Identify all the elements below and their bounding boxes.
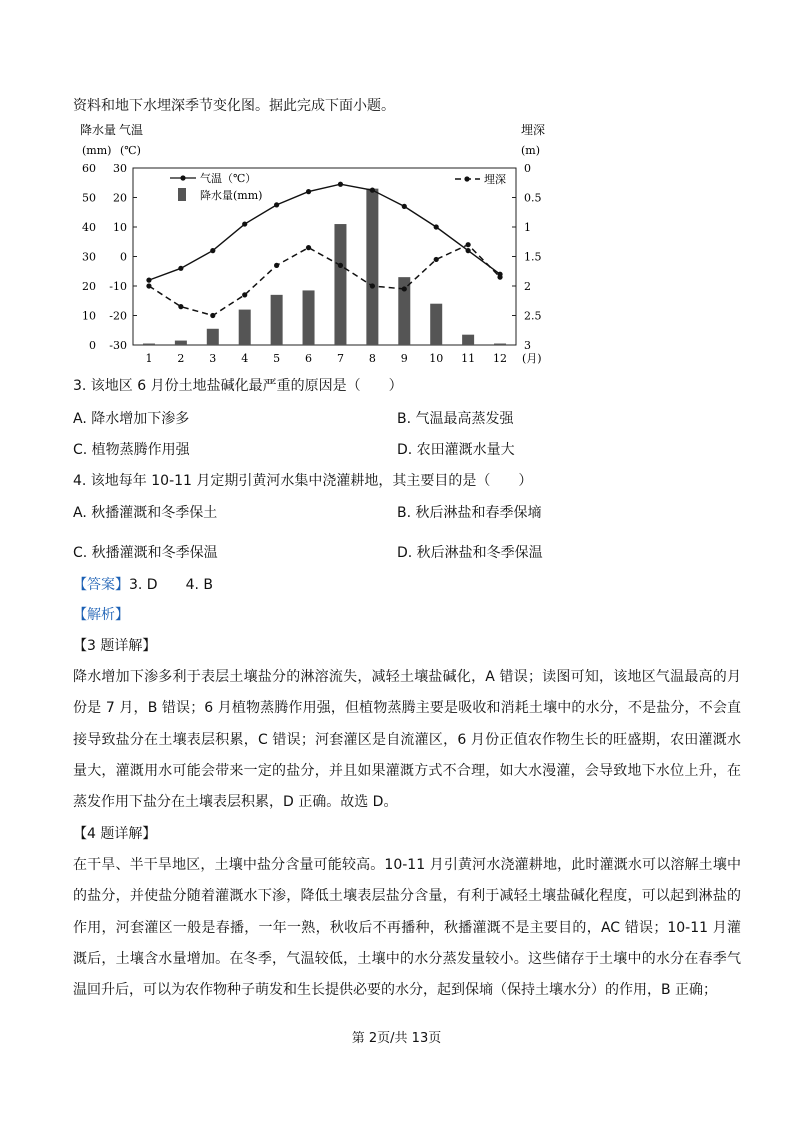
precip-bar <box>430 304 442 345</box>
answer-tag: 【答案】 <box>73 577 129 593</box>
temp-tick-label: 30 <box>113 162 127 175</box>
precip-tick-label: 60 <box>82 162 96 175</box>
precip-tick-label: 0 <box>89 339 96 352</box>
depth-point <box>466 242 471 247</box>
temp-tick-label: 20 <box>113 191 127 205</box>
x-axis-unit: (月) <box>522 352 542 365</box>
precip-axis-header: 降水量 <box>80 123 117 137</box>
depth-point <box>434 257 439 262</box>
month-tick-label: 10 <box>429 352 444 365</box>
month-tick-label: 8 <box>368 352 376 365</box>
precip-bar <box>462 335 474 345</box>
depth-point <box>370 283 375 288</box>
depth-tick-label: 0.5 <box>524 191 542 205</box>
precip-bar <box>207 329 219 345</box>
precip-bar <box>334 224 346 345</box>
plot-frame <box>133 168 516 345</box>
month-tick-label: 2 <box>177 352 185 365</box>
depth-point <box>274 263 279 268</box>
temp-tick-label: -30 <box>109 339 127 352</box>
temperature-point <box>210 248 215 253</box>
detail-4-heading: 【4 题详解】 <box>73 826 157 842</box>
answer-line <box>73 575 213 595</box>
precip-bar <box>271 295 283 345</box>
precip-bar <box>175 341 187 345</box>
page-footer: 第 2页/共 13页 <box>351 1031 442 1046</box>
detail-3-heading: 【3 题详解】 <box>73 638 157 654</box>
precip-tick-label: 40 <box>82 221 96 234</box>
depth-line <box>149 245 500 316</box>
month-tick-label: 9 <box>400 352 408 365</box>
q3-option-c: C. 植物蒸腾作用强 <box>73 442 190 458</box>
precip-axis-unit: (mm) <box>82 144 112 157</box>
precip-bar <box>303 290 315 345</box>
precip-bar <box>143 344 155 345</box>
temp-axis-unit: (℃) <box>120 144 141 157</box>
temperature-point <box>338 182 343 187</box>
depth-point <box>306 245 311 250</box>
precip-bar <box>494 344 506 345</box>
temperature-point <box>242 221 247 226</box>
detail-3-text: 降水增加下渗多利于表层土壤盐分的淋溶流失，减轻土壤盐碱化，A 错误；读图可知，该地区气温最高的月份是 7 月，B 错误；6 月植物蒸腾作用强，但植物蒸腾主要是吸收和消耗土壤中的水分，不是盐分，不会直接导致盐分在土壤表层积累，C 错误；河套灌区是自流灌区，6 月份正值农作物生长的旺盛期，农田灌溉水量大，灌溉用水可能会带来一定的盐分，并且如果灌溉方式不合理，如大水漫灌，会导致地下水位上升，在蒸发作用下盐分在土壤表层积累，D 正确。故选 D。 <box>73 669 741 811</box>
legend-temp-label: 气温（℃） <box>200 172 257 185</box>
month-tick-label: 11 <box>461 352 476 365</box>
month-tick-label: 1 <box>145 352 153 365</box>
temp-tick-label: 0 <box>120 250 127 264</box>
q3-option-d: D. 农田灌溉水量大 <box>397 442 515 458</box>
depth-tick-label: 3 <box>524 339 531 352</box>
depth-point <box>242 292 247 297</box>
analysis-tag: 【解析】 <box>73 607 129 623</box>
legend-temp-dot <box>180 175 185 180</box>
depth-tick-label: 2.5 <box>524 309 542 323</box>
month-tick-label: 6 <box>305 352 313 365</box>
temperature-point <box>434 224 439 229</box>
intro-text: 资料和地下水埋深季节变化图。据此完成下面小题。 <box>73 98 395 114</box>
q4-option-c: C. 秋播灌溉和冬季保温 <box>73 545 218 561</box>
climate-chart <box>0 120 793 380</box>
q3-option-a: A. 降水增加下渗多 <box>73 411 190 427</box>
answer-value: 3. D 4. B <box>129 577 213 593</box>
depth-point <box>146 283 151 288</box>
legend-depth-dot <box>464 176 469 181</box>
depth-tick-label: 2 <box>524 280 531 293</box>
depth-axis-unit: (m) <box>521 144 541 157</box>
temperature-point <box>466 248 471 253</box>
depth-axis-header: 埋深 <box>521 123 546 137</box>
q4-option-b: B. 秋后淋盐和春季保墒 <box>397 505 542 521</box>
depth-point <box>338 263 343 268</box>
q3-option-b: B. 气温最高蒸发强 <box>397 411 514 427</box>
month-tick-label: 7 <box>336 352 344 365</box>
temperature-point <box>146 278 151 283</box>
temperature-point <box>306 189 311 194</box>
depth-tick-label: 1.5 <box>524 250 542 264</box>
temp-tick-label: -20 <box>109 309 127 323</box>
depth-point <box>210 313 215 318</box>
temperature-point <box>370 188 375 193</box>
precip-bar <box>239 310 251 345</box>
temperature-point <box>178 266 183 271</box>
question-4-stem: 4. 该地每年 10-11 月定期引黄河水集中浇灌耕地，其主要目的是（ ） <box>73 473 533 489</box>
depth-point <box>402 286 407 291</box>
temperature-point <box>402 204 407 209</box>
depth-point <box>178 304 183 309</box>
depth-tick-label: 0 <box>524 162 531 175</box>
precip-bar <box>366 189 378 345</box>
precip-tick-label: 50 <box>82 191 96 205</box>
month-tick-label: 4 <box>241 352 249 365</box>
precip-tick-label: 30 <box>82 250 96 264</box>
temp-tick-label: -10 <box>109 280 127 293</box>
legend-precip-label: 降水量(mm) <box>200 189 263 202</box>
temp-tick-label: 10 <box>113 221 127 234</box>
precip-tick-label: 10 <box>82 309 96 323</box>
detail-4-text: 在干旱、半干旱地区，土壤中盐分含量可能较高。10-11 月引黄河水浇灌耕地，此时灌溉水可以溶解土壤中的盐分，并使盐分随着灌溉水下渗，降低土壤表层盐分含量，有利于减轻土壤盐碱化程度，可以起到淋盐的作用，河套灌区一般是春播，一年一熟，秋收后不再播种，秋播灌溉不是主要目的，AC 错误；10-11 月灌溉后，土壤含水量增加。在冬季，气温较低，土壤中的水分蒸发量较小。这些储存于土壤中的水分在春季气温回升后，可以为农作物种子萌发和生长提供必要的水分，起到保墒（保持土壤水分）的作用，B 正确； <box>73 857 741 999</box>
legend-depth-label: 埋深 <box>484 173 506 186</box>
legend-precip-swatch <box>178 188 186 201</box>
q4-option-d: D. 秋后淋盐和冬季保温 <box>397 545 543 561</box>
temperature-point <box>274 202 279 207</box>
month-tick-label: 5 <box>273 352 281 365</box>
depth-tick-label: 1 <box>524 221 531 234</box>
temp-axis-header: 气温 <box>119 123 144 137</box>
q4-option-a: A. 秋播灌溉和冬季保土 <box>73 505 218 521</box>
precip-tick-label: 20 <box>82 280 96 293</box>
depth-point <box>497 275 502 280</box>
question-3-stem: 3. 该地区 6 月份土地盐碱化最严重的原因是（ ） <box>73 378 403 394</box>
month-tick-label: 3 <box>209 352 217 365</box>
month-tick-label: 12 <box>493 352 508 365</box>
